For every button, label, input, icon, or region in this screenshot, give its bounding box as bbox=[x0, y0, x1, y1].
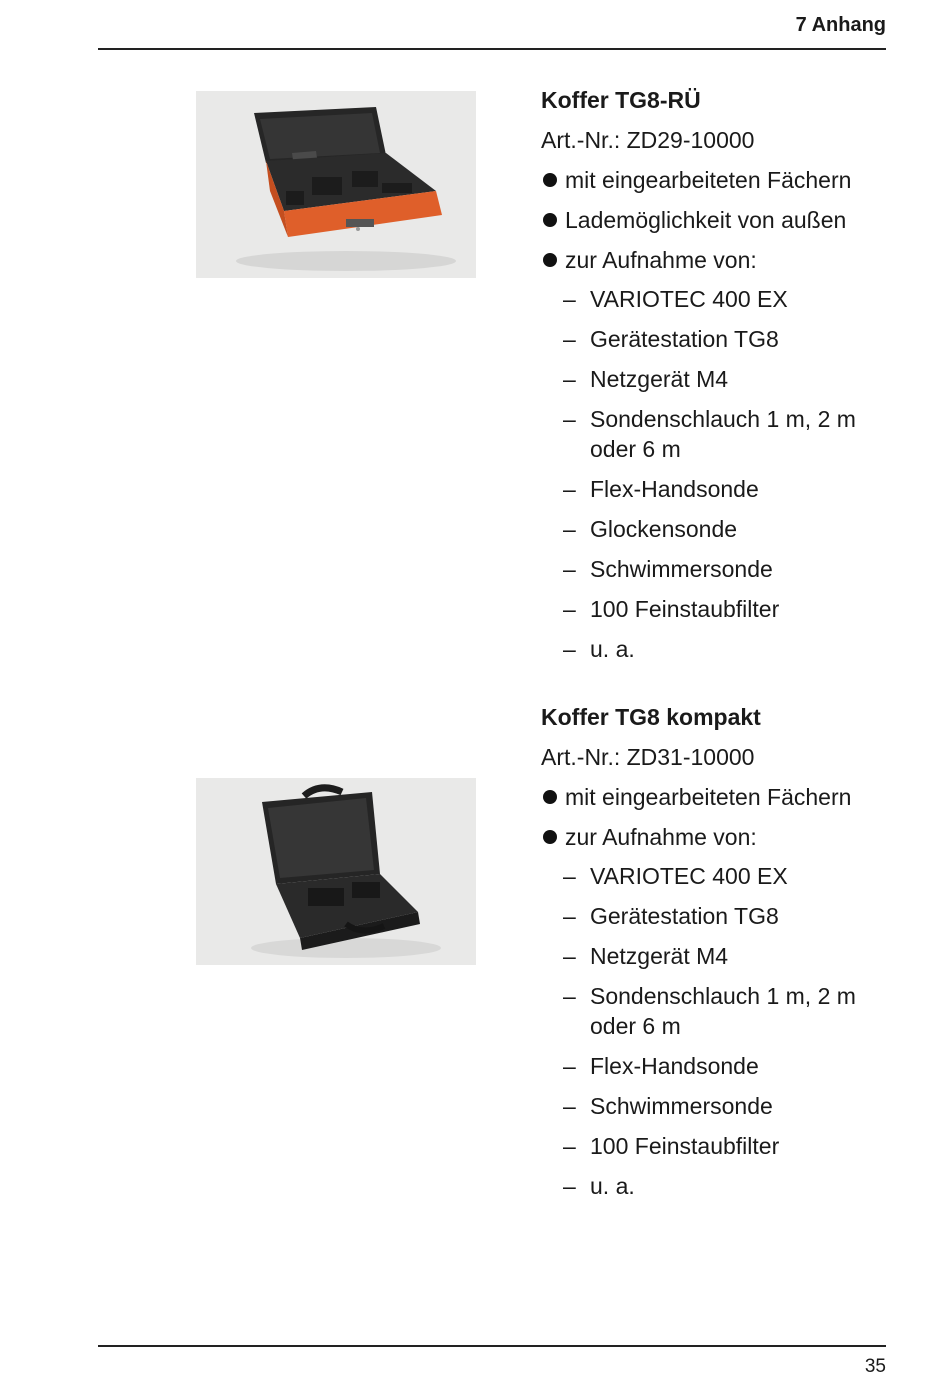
sub-item-text: u. a. bbox=[590, 1173, 635, 1199]
sub-item-text: VARIOTEC 400 EX bbox=[590, 286, 788, 312]
bullet-text: mit eingearbeiteten Fächern bbox=[565, 784, 852, 810]
sub-item-text: Flex-Handsonde bbox=[590, 1053, 759, 1079]
sub-item-text: Glockensonde bbox=[590, 516, 738, 542]
sub-item bbox=[541, 1131, 891, 1161]
sub-item bbox=[541, 634, 891, 664]
sub-item bbox=[541, 554, 891, 584]
section-koffer-tg8-kompakt bbox=[541, 701, 891, 1211]
dash-icon: – bbox=[563, 943, 576, 969]
dash-icon: – bbox=[563, 983, 576, 1009]
case-tg8-ru-photo bbox=[196, 91, 476, 278]
sub-item-text: Sondenschlauch 1 m, 2 m oder 6 m bbox=[590, 406, 856, 462]
dash-icon: – bbox=[563, 366, 576, 392]
bullet-item bbox=[541, 164, 891, 196]
dash-icon: – bbox=[563, 556, 576, 582]
sub-item bbox=[541, 901, 891, 931]
bullet-text: Lademöglichkeit von außen bbox=[565, 207, 847, 233]
sub-item-text: Flex-Handsonde bbox=[590, 476, 759, 502]
sub-item bbox=[541, 474, 891, 504]
dash-icon: – bbox=[563, 326, 576, 352]
bullet-dot-icon bbox=[543, 213, 557, 227]
section-koffer-tg8-ru bbox=[541, 84, 891, 674]
sub-item-text: Gerätestation TG8 bbox=[590, 903, 779, 929]
dash-icon: – bbox=[563, 863, 576, 889]
section-title: Koffer TG8-RÜ bbox=[541, 87, 701, 113]
sub-item bbox=[541, 514, 891, 544]
sub-item-text: 100 Feinstaubfilter bbox=[590, 1133, 780, 1159]
bullet-item bbox=[541, 821, 891, 853]
bullet-item bbox=[541, 244, 891, 276]
sub-item-text: Schwimmersonde bbox=[590, 556, 773, 582]
dash-icon: – bbox=[563, 286, 576, 312]
bullet-text: mit eingearbeiteten Fächern bbox=[565, 167, 852, 193]
sub-item bbox=[541, 861, 891, 891]
bullet-dot-icon bbox=[543, 830, 557, 844]
sub-item-text: Netzgerät M4 bbox=[590, 943, 729, 969]
chapter-title: 7 Anhang bbox=[795, 14, 886, 36]
case-tg8-kompakt-photo bbox=[196, 778, 476, 965]
sub-item-text: Netzgerät M4 bbox=[590, 366, 729, 392]
header-rule bbox=[98, 48, 886, 50]
sub-item bbox=[541, 404, 891, 464]
sub-item bbox=[541, 1051, 891, 1081]
bullet-dot-icon bbox=[543, 173, 557, 187]
sub-item-text: Gerätestation TG8 bbox=[590, 326, 779, 352]
sub-item-text: Schwimmersonde bbox=[590, 1093, 773, 1119]
dash-icon: – bbox=[563, 1173, 576, 1199]
dash-icon: – bbox=[563, 1053, 576, 1079]
sub-item-text: VARIOTEC 400 EX bbox=[590, 863, 788, 889]
dash-icon: – bbox=[563, 406, 576, 432]
dash-icon: – bbox=[563, 476, 576, 502]
bullet-text: zur Aufnahme von: bbox=[565, 247, 757, 273]
sub-item bbox=[541, 981, 891, 1041]
dash-icon: – bbox=[563, 596, 576, 622]
article-number: Art.-Nr.: ZD29-10000 bbox=[541, 127, 755, 153]
dash-icon: – bbox=[563, 903, 576, 929]
dash-icon: – bbox=[563, 1133, 576, 1159]
sub-item bbox=[541, 594, 891, 624]
sub-item-text: Sondenschlauch 1 m, 2 m oder 6 m bbox=[590, 983, 856, 1039]
sub-item bbox=[541, 1171, 891, 1201]
sub-item-text: u. a. bbox=[590, 636, 635, 662]
section-title: Koffer TG8 kompakt bbox=[541, 704, 761, 730]
page-number: 35 bbox=[864, 1356, 886, 1377]
sub-item bbox=[541, 364, 891, 394]
bullet-item bbox=[541, 204, 891, 236]
article-number: Art.-Nr.: ZD31-10000 bbox=[541, 744, 755, 770]
sub-item-text: 100 Feinstaubfilter bbox=[590, 596, 780, 622]
sub-item bbox=[541, 1091, 891, 1121]
bullet-dot-icon bbox=[543, 790, 557, 804]
bullet-item bbox=[541, 781, 891, 813]
dash-icon: – bbox=[563, 516, 576, 542]
sub-item bbox=[541, 941, 891, 971]
sub-item bbox=[541, 324, 891, 354]
dash-icon: – bbox=[563, 1093, 576, 1119]
sub-item bbox=[541, 284, 891, 314]
bullet-text: zur Aufnahme von: bbox=[565, 824, 757, 850]
footer-rule bbox=[98, 1345, 886, 1347]
dash-icon: – bbox=[563, 636, 576, 662]
bullet-dot-icon bbox=[543, 253, 557, 267]
